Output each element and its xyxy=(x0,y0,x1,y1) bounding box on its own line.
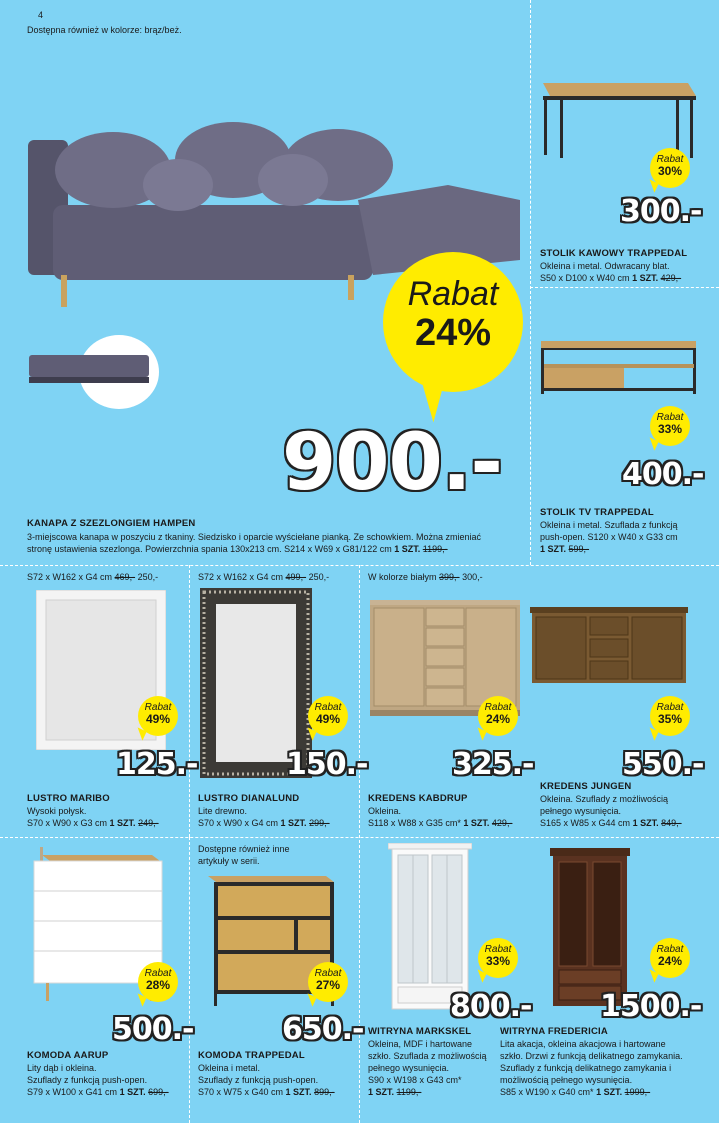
aarup-desc1: Lity dąb i okleina. xyxy=(27,1063,97,1073)
jungen-desc2: pełnego wysunięcia. xyxy=(540,806,622,816)
kabdrup-top-note xyxy=(368,571,483,583)
aarup-qty: 1 SZT. xyxy=(119,1087,146,1097)
aarup-price: 500.- xyxy=(112,1012,194,1047)
coffee-table-price: 300.- xyxy=(620,194,702,229)
jungen-dimensions: S165 x W85 x G44 cm xyxy=(540,818,631,828)
trappedal-note2: artykuły w serii. xyxy=(198,856,260,866)
tv-table-image xyxy=(538,338,698,396)
trappedal-note1: Dostępne również inne xyxy=(198,844,290,854)
divider xyxy=(0,837,719,839)
maribo-desc1: Wysoki połysk. xyxy=(27,806,87,816)
coffee-table-qty: 1 SZT. xyxy=(632,273,659,283)
fredericia-price: 1500.- xyxy=(600,989,702,1024)
trappedal-qty: 1 SZT. xyxy=(285,1087,312,1097)
sofa-title: KANAPA Z SZEZLONGIEM HAMPEN xyxy=(27,518,196,529)
fredericia-desc5 xyxy=(500,1086,650,1098)
maribo-rabat-badge xyxy=(138,696,178,736)
markskel-title: WITRYNA MARKSKEL xyxy=(368,1026,472,1037)
dianalund-desc1: Lite drewno. xyxy=(198,806,248,816)
kabdrup-title: KREDENS KABDRUP xyxy=(368,793,468,804)
rabat-pct: 24% xyxy=(657,954,683,968)
aarup-title: KOMODA AARUP xyxy=(27,1050,109,1061)
rabat-label: Rabat xyxy=(144,968,172,979)
markskel-desc2: szkło. Szuflada z możliwością xyxy=(368,1051,487,1061)
dianalund-price: 150.- xyxy=(286,747,368,782)
maribo-old-price: 249,- xyxy=(138,818,159,828)
fredericia-rabat-badge xyxy=(650,938,690,978)
trappedal-desc3 xyxy=(198,1086,335,1098)
aarup-dimensions: S79 x W100 x G41 cm xyxy=(27,1087,118,1097)
markskel-desc5 xyxy=(368,1086,421,1098)
rabat-pct: 30% xyxy=(657,164,683,178)
maribo-title: LUSTRO MARIBO xyxy=(27,793,110,804)
dianalund-title: LUSTRO DIANALUND xyxy=(198,793,300,804)
sofa-rabat-pct: 24% xyxy=(414,312,492,354)
jungen-desc3 xyxy=(540,817,682,829)
rabat-label: Rabat xyxy=(484,944,512,955)
kabdrup-top-color: W kolorze białym xyxy=(368,572,437,582)
trappedal-old-price: 899,- xyxy=(314,1087,335,1097)
fredericia-old-price: 1999,- xyxy=(624,1087,651,1097)
trappedal-price: 650.- xyxy=(282,1012,364,1047)
kabdrup-top-old: 399,- xyxy=(439,572,460,582)
trappedal-desc1: Okleina i metal. xyxy=(198,1063,261,1073)
rabat-label: Rabat xyxy=(314,968,342,979)
maribo-qty: 1 SZT. xyxy=(109,818,136,828)
rabat-pct: 27% xyxy=(315,978,341,992)
markskel-desc1: Okleina, MDF i hartowane xyxy=(368,1039,473,1049)
tv-table-old-price: 599,- xyxy=(568,544,590,554)
rabat-label: Rabat xyxy=(656,412,684,423)
divider xyxy=(530,287,719,289)
fredericia-qty: 1 SZT. xyxy=(596,1087,623,1097)
sofa-price: 900.- xyxy=(282,418,502,508)
divider xyxy=(530,0,532,565)
maribo-top-note xyxy=(27,571,158,583)
rabat-label: Rabat xyxy=(656,944,684,955)
markskel-rabat-badge xyxy=(478,938,518,978)
sofa-rabat-bubble xyxy=(383,252,523,392)
tv-table-price: 400.- xyxy=(622,457,704,492)
dianalund-old-price: 299,- xyxy=(309,818,330,828)
sofa-bed-inset xyxy=(24,335,159,410)
coffee-table-dimensions: S50 x D100 x W40 cm xyxy=(540,273,630,283)
fredericia-desc3: Szuflady z funkcją delikatnego zamykania i xyxy=(500,1063,672,1073)
tv-table-rabat-badge xyxy=(650,406,690,446)
sofa-old-price: 1199,- xyxy=(422,544,448,554)
rabat-pct: 35% xyxy=(657,712,683,726)
aarup-desc3 xyxy=(27,1086,169,1098)
tv-table-qty: 1 SZT. xyxy=(540,544,567,554)
maribo-desc2 xyxy=(27,817,159,829)
markskel-old-price: 1199,- xyxy=(396,1087,422,1097)
markskel-qty: 1 SZT. xyxy=(368,1087,395,1097)
rabat-pct: 28% xyxy=(145,978,171,992)
divider xyxy=(189,565,191,837)
jungen-price: 550.- xyxy=(622,747,704,782)
rabat-label: Rabat xyxy=(314,702,342,713)
sofa-desc2 xyxy=(27,543,448,555)
tv-table-desc1: Okleina i metal. Szuflada z funkcją xyxy=(540,520,678,530)
kabdrup-old-price: 429,- xyxy=(491,818,513,828)
aarup-rabat-badge xyxy=(138,962,178,1002)
fredericia-desc2: szkło. Drzwi z funkcją delikatnego zamykania. xyxy=(500,1051,683,1061)
fredericia-dimensions: S85 x W190 x G40 cm* xyxy=(500,1087,594,1097)
kabdrup-rabat-badge xyxy=(478,696,518,736)
rabat-label: Rabat xyxy=(484,702,512,713)
kabdrup-price: 325.- xyxy=(452,747,534,782)
sofa-bubble-tail xyxy=(410,378,444,423)
trappedal-dimensions: S70 x W75 x G40 cm xyxy=(198,1087,284,1097)
markskel-desc3: pełnego wysunięcia. xyxy=(368,1063,450,1073)
maribo-price: 125.- xyxy=(116,747,198,782)
maribo-top-old: 469,- xyxy=(114,572,136,582)
markskel-price: 800.- xyxy=(450,989,532,1024)
jungen-desc1: Okleina. Szuflady z możliwością xyxy=(540,794,669,804)
jungen-image xyxy=(530,607,688,687)
sofa-rabat-label: Rabat xyxy=(407,275,499,313)
kabdrup-desc2 xyxy=(368,817,512,829)
dianalund-top-old: 499,- xyxy=(285,572,307,582)
coffee-table-rabat-badge xyxy=(650,148,690,188)
rabat-label: Rabat xyxy=(656,702,684,713)
divider xyxy=(189,837,191,1123)
trappedal-desc2: Szuflady z funkcją push-open. xyxy=(198,1075,319,1085)
tv-table-title: STOLIK TV TRAPPEDAL xyxy=(540,507,654,518)
rabat-pct: 49% xyxy=(145,712,171,726)
dianalund-rabat-badge xyxy=(308,696,348,736)
maribo-dimensions: S70 x W90 x G3 cm xyxy=(27,818,108,828)
kabdrup-qty: 1 SZT. xyxy=(463,818,490,828)
dianalund-top-note xyxy=(198,571,329,583)
rabat-label: Rabat xyxy=(656,154,684,165)
rabat-pct: 33% xyxy=(485,954,511,968)
tv-table-desc3 xyxy=(540,543,589,555)
coffee-table-desc2 xyxy=(540,272,681,284)
sofa-qty: 1 SZT. xyxy=(394,544,421,554)
aarup-old-price: 699,- xyxy=(148,1087,169,1097)
color-note: Dostępna również w kolorze: brąz/beż. xyxy=(27,25,182,35)
aarup-desc2: Szuflady z funkcją push-open. xyxy=(27,1075,148,1085)
sofa-desc1: 3-miejscowa kanapa w poszyciu z tkaniny. Siedzisko i oparcie wyściełane pianką. Ze schowkiem. Można zmieniać xyxy=(27,532,482,542)
fredericia-title: WITRYNA FREDERICIA xyxy=(500,1026,608,1037)
maribo-top-dimensions: S72 x W162 x G4 cm xyxy=(27,572,113,582)
page-number: 4 xyxy=(38,10,44,20)
dianalund-top-new: 250,- xyxy=(308,572,330,582)
maribo-top-new: 250,- xyxy=(137,572,159,582)
rabat-pct: 49% xyxy=(315,712,341,726)
coffee-table-title: STOLIK KAWOWY TRAPPEDAL xyxy=(540,248,688,259)
fredericia-desc1: Lita akacja, okleina akacjowa i hartowane xyxy=(500,1039,666,1049)
coffee-table-old-price: 429,- xyxy=(660,273,682,283)
rabat-pct: 33% xyxy=(657,422,683,436)
rabat-pct: 24% xyxy=(485,712,511,726)
dianalund-desc2 xyxy=(198,817,330,829)
dianalund-qty: 1 SZT. xyxy=(280,818,307,828)
rabat-label: Rabat xyxy=(144,702,172,713)
dianalund-top-dimensions: S72 x W162 x G4 cm xyxy=(198,572,284,582)
markskel-desc4: S90 x W198 x G43 cm* xyxy=(368,1075,462,1085)
dianalund-dimensions: S70 x W90 x G4 cm xyxy=(198,818,279,828)
jungen-qty: 1 SZT. xyxy=(632,818,659,828)
jungen-rabat-badge xyxy=(650,696,690,736)
kabdrup-top-new: 300,- xyxy=(462,572,483,582)
fredericia-image xyxy=(550,848,630,1008)
jungen-old-price: 849,- xyxy=(661,818,682,828)
fredericia-desc4: możliwością pełnego wysunięcia. xyxy=(500,1075,633,1085)
kabdrup-desc1: Okleina. xyxy=(368,806,402,816)
jungen-title: KREDENS JUNGEN xyxy=(540,781,632,792)
kabdrup-dimensions: S118 x W88 x G35 cm* xyxy=(368,818,461,828)
coffee-table-desc1: Okleina i metal. Odwracany blat. xyxy=(540,261,670,271)
trappedal-rabat-badge xyxy=(308,962,348,1002)
trappedal-title: KOMODA TRAPPEDAL xyxy=(198,1050,305,1061)
tv-table-desc2: push-open. S120 x W40 x G33 cm xyxy=(540,532,678,542)
sofa-dimensions: stronę ustawienia szezlonga. Powierzchnia spania 130x213 cm. S214 x W69 x G81/122 cm xyxy=(27,544,392,554)
